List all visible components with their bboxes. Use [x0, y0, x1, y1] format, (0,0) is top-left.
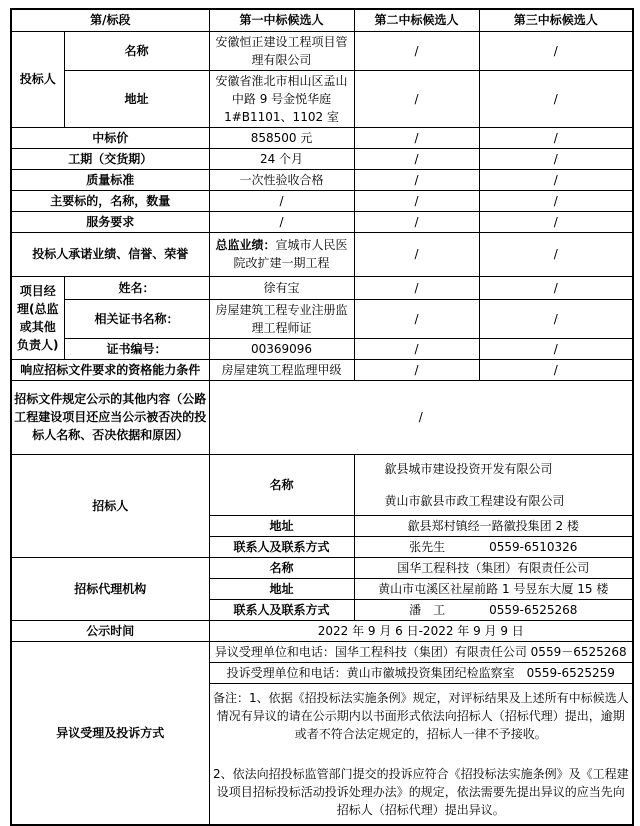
tenderer-contact-label: 联系人及联系方式: [209, 536, 354, 557]
header-section: 第/标段: [11, 9, 209, 31]
manager-name-second: /: [354, 276, 479, 299]
agency-address-value: 黄山市屯溪区社屋前路 1 号昱东大厦 15 楼: [354, 578, 633, 599]
agency-address-label: 地址: [209, 578, 354, 599]
bidder-address-third: /: [479, 70, 633, 127]
manager-name-row: [11, 276, 633, 299]
cert-no-row: [11, 338, 633, 359]
cert-name-row: [11, 299, 633, 338]
price-row: [11, 127, 633, 148]
quality-row: [11, 169, 633, 190]
objection-unit-line: 异议受理单位和电话：国华工程科技（集团）有限责任公司 0559－6525268: [209, 641, 633, 662]
achievement-text: 宣城市人民医院改扩建一期工程: [233, 238, 348, 270]
cert-no-first: 00369096: [209, 338, 354, 359]
quality-first: 一次性验收合格: [209, 169, 354, 190]
subject-row: [11, 190, 633, 211]
cert-no-label: 证书编号：: [64, 338, 209, 359]
service-first: /: [209, 211, 354, 232]
price-label: 中标价: [11, 127, 209, 148]
tenderer-group-label: 招标人: [11, 454, 209, 557]
header-third-candidate: 第三中标候选人: [479, 9, 633, 31]
qualification-second: /: [354, 359, 479, 380]
bidder-name-second: /: [354, 31, 479, 70]
other-content-label: 招标文件规定公示的其他内容（公路工程建设项目还应当公示被否决的投标人名称、否决依据和原因）: [11, 380, 209, 454]
tenderer-company-1: 歙县城市建设投资开发有限公司: [384, 461, 553, 476]
cert-name-label: 相关证书名称：: [64, 299, 209, 338]
price-second: /: [354, 127, 479, 148]
qualification-label: 响应招标文件要求的资格能力条件: [11, 359, 209, 380]
achievement-third: /: [479, 232, 633, 276]
agency-contact-value: [354, 599, 633, 620]
duration-row: [11, 148, 633, 169]
subject-first: /: [209, 190, 354, 211]
cert-no-second: /: [354, 338, 479, 359]
qualification-first: 房屋建筑工程监理甲级: [209, 359, 354, 380]
agency-contact-person: 潘 工: [409, 602, 446, 617]
tenderer-address-value: 歙县郑村镇经一路徽投集团 2 楼: [354, 515, 633, 536]
tenderer-address-label: 地址: [209, 515, 354, 536]
quality-second: /: [354, 169, 479, 190]
price-third: /: [479, 127, 633, 148]
quality-label: 质量标准: [11, 169, 209, 190]
agency-contact-phone: 0559-6525268: [489, 602, 578, 617]
price-first: 858500 元: [209, 127, 354, 148]
duration-label: 工期（交货期）: [11, 148, 209, 169]
cert-no-third: /: [479, 338, 633, 359]
publicity-time-value: 2022 年 9 月 6 日-2022 年 9 月 9 日: [209, 620, 633, 641]
tenderer-name-value: [354, 454, 633, 515]
bidder-address-label: 地址: [64, 70, 209, 127]
quality-third: /: [479, 169, 633, 190]
other-content-value: /: [209, 380, 633, 454]
achievement-second: /: [354, 232, 479, 276]
service-third: /: [479, 211, 633, 232]
bidder-name-first: 安徽恒正建设工程项目管理有限公司: [209, 31, 354, 70]
bidder-name-row: [11, 31, 633, 70]
achievement-label: 投标人承诺业绩、信誉、荣誉: [11, 232, 209, 276]
manager-name-label: 姓名：: [64, 276, 209, 299]
service-row: [11, 211, 633, 232]
service-second: /: [354, 211, 479, 232]
tenderer-company-2: 黄山市歙县市政工程建设有限公司: [384, 493, 565, 508]
cert-name-first: 房屋建筑工程专业注册监理工程师证: [209, 299, 354, 338]
tenderer-contact-value: [354, 536, 633, 557]
cert-name-third: /: [479, 299, 633, 338]
service-label: 服务要求: [11, 211, 209, 232]
agency-name-label: 名称: [209, 557, 354, 578]
bid-candidate-table: [10, 8, 634, 826]
cert-name-second: /: [354, 299, 479, 338]
remark-paragraph-2: 2、依法向招投标监管部门提交的投诉应符合《招投标法实施条例》及《工程建设项目招标投标活动投诉处理办法》的规定，依法需要先提出异议的应当先向招标人（招标代理）提出异议。: [212, 766, 629, 817]
bidder-address-second: /: [354, 70, 479, 127]
agency-contact-label: 联系人及联系方式: [209, 599, 354, 620]
qualification-row: [11, 359, 633, 380]
tenderer-contact-person: 张先生: [409, 539, 446, 554]
agency-group-label: 招标代理机构: [11, 557, 209, 620]
bidder-name-third: /: [479, 31, 633, 70]
subject-second: /: [354, 190, 479, 211]
achievement-row: [11, 232, 633, 276]
manager-group-label: 项目经理(总监或其他负责人): [11, 276, 64, 359]
duration-third: /: [479, 148, 633, 169]
achievement-first: [209, 232, 354, 276]
agency-contact: [357, 601, 631, 619]
manager-name-first: 徐有宝: [209, 276, 354, 299]
bidder-address-row: [11, 70, 633, 127]
table-header-row: [11, 9, 633, 31]
duration-second: /: [354, 148, 479, 169]
header-first-candidate: 第一中标候选人: [209, 9, 354, 31]
agency-name-row: [11, 557, 633, 578]
tenderer-name-row: [11, 454, 633, 515]
tenderer-contact-phone: 0559-6510326: [489, 539, 578, 554]
manager-name-third: /: [479, 276, 633, 299]
header-second-candidate: 第二中标候选人: [354, 9, 479, 31]
other-content-row: [11, 380, 633, 454]
objection-unit-row: [11, 641, 633, 662]
bidder-group-label: 投标人: [11, 31, 64, 127]
remark-paragraph-1: 备注：1、依据《招投标法实施条例》规定，对评标结果及上述所有中标候选人情况有异议的请在公示期内以书面形式依法向招标人（招标代理）提出，逾期或者不符合法定规定的，招标人一律不予接收。: [212, 690, 629, 741]
publicity-time-label: 公示时间: [11, 620, 209, 641]
remark-cell: [209, 683, 633, 825]
publicity-time-row: [11, 620, 633, 641]
complaint-unit-line: 投诉受理单位和电话：黄山市徽城投资集团纪检监察室 0559-6525259: [209, 662, 633, 683]
bidder-address-first: 安徽省淮北市相山区孟山中路 9 号金悦华庭 1#B1101、1102 室: [209, 70, 354, 127]
tenderer-contact: [357, 538, 631, 556]
achievement-prefix: 总监业绩：: [215, 238, 276, 252]
tenderer-name-label: 名称: [209, 454, 354, 515]
tenderer-companies: [357, 460, 631, 510]
qualification-third: /: [479, 359, 633, 380]
subject-third: /: [479, 190, 633, 211]
agency-name-value: 国华工程科技（集团）有限责任公司: [354, 557, 633, 578]
objection-group-label: 异议受理及投诉方式: [11, 641, 209, 825]
subject-label: 主要标的，名称，数量: [11, 190, 209, 211]
bidder-name-label: 名称: [64, 31, 209, 70]
duration-first: 24 个月: [209, 148, 354, 169]
